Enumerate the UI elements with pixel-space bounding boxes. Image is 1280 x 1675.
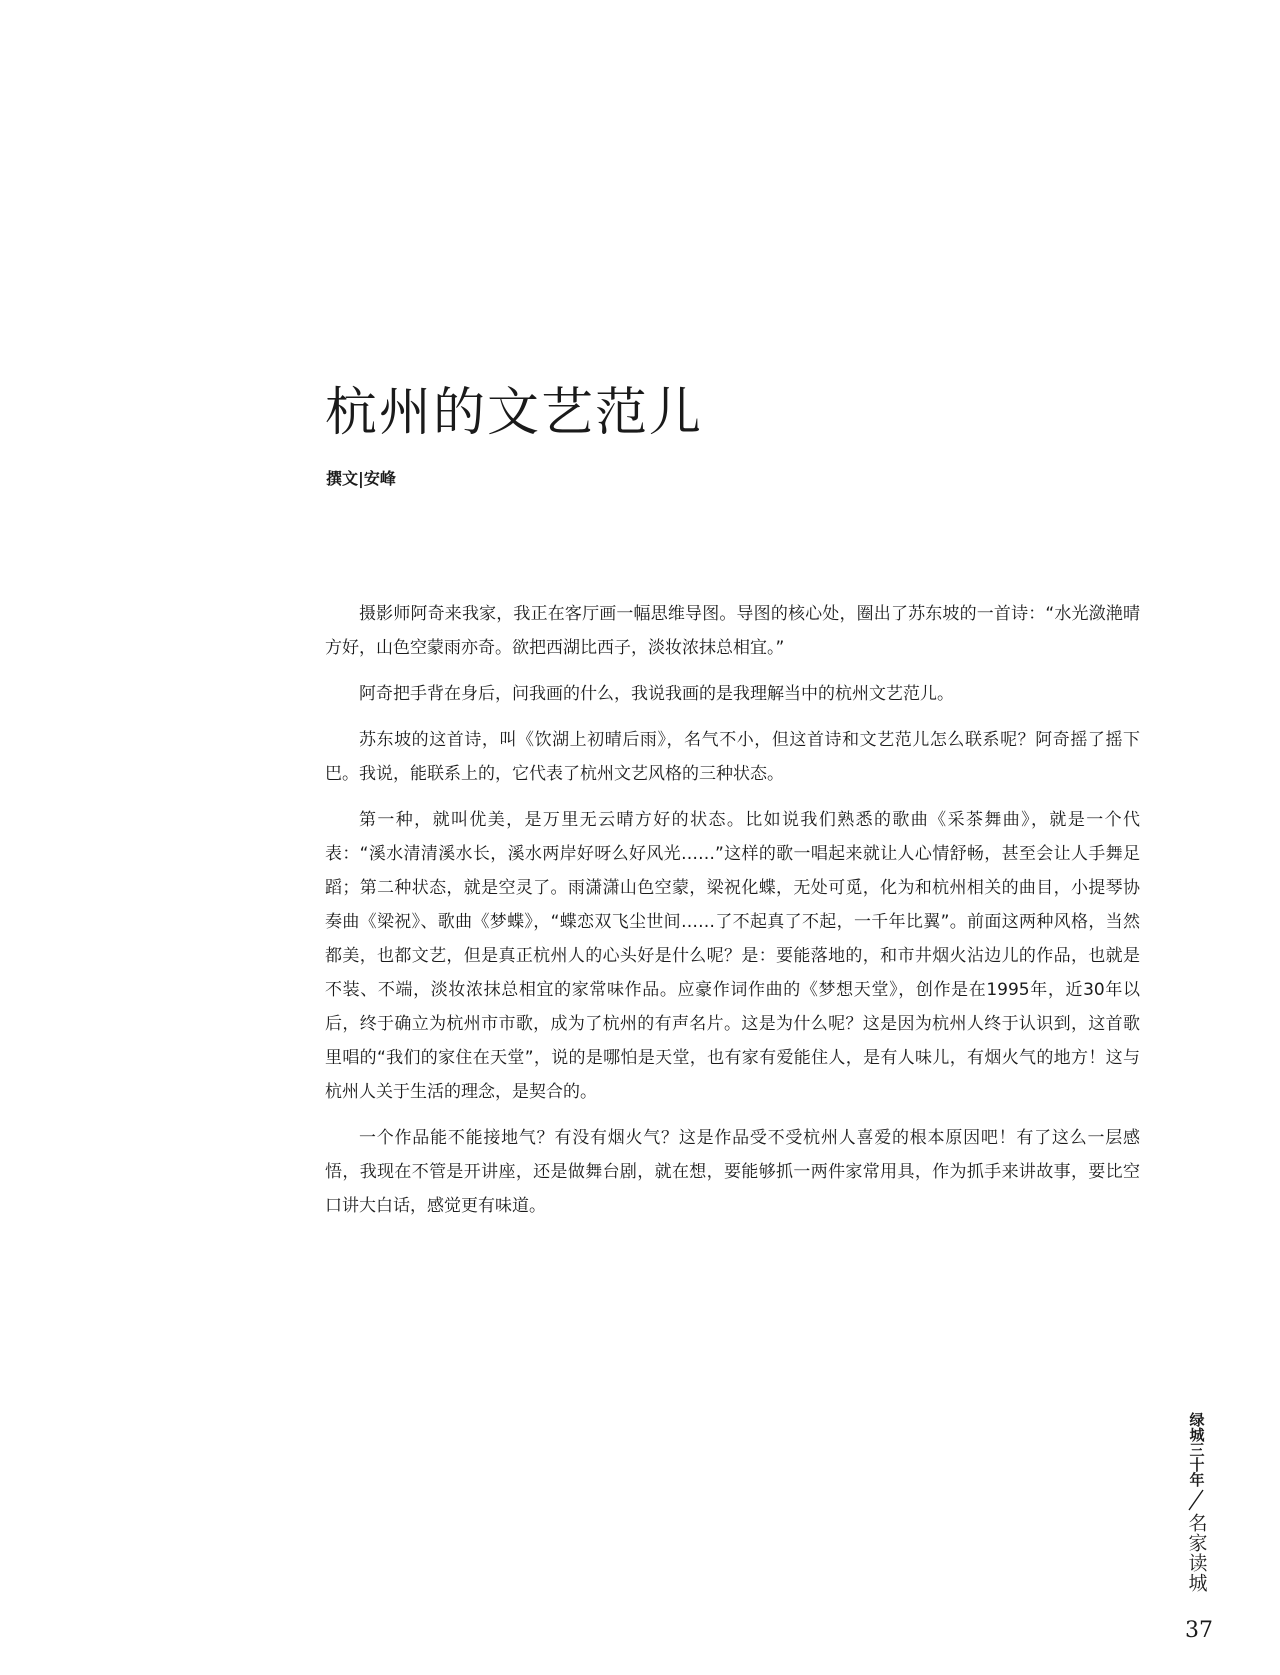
brand-label: 绿城三十年	[1187, 1412, 1206, 1487]
body-paragraph: 苏东坡的这首诗，叫《饮湖上初晴后雨》，名气不小，但这首诗和文艺范儿怎么联系呢？阿奇摇了摇下巴。我说，能联系上的，它代表了杭州文艺风格的三种状态。	[325, 730, 1140, 784]
divider-slash-icon	[1187, 1489, 1205, 1511]
body-paragraph: 摄影师阿奇来我家，我正在客厅画一幅思维导图。导图的核心处，圈出了苏东坡的一首诗：“水光潋滟晴方好，山色空蒙雨亦奇。欲把西湖比西子，淡妆浓抹总相宜。”	[325, 604, 1140, 658]
page-number: 37	[1185, 1618, 1213, 1643]
article-body	[325, 597, 1140, 1235]
article-byline: 撰文|安峰	[326, 469, 396, 488]
section-label	[1183, 1412, 1209, 1593]
body-paragraph: 阿奇把手背在身后，问我画的什么，我说我画的是我理解当中的杭州文艺范儿。	[359, 684, 954, 704]
body-paragraph: 一个作品能不能接地气？有没有烟火气？这是作品受不受杭州人喜爱的根本原因吧！有了这么一层感悟，我现在不管是开讲座，还是做舞台剧，就在想，要能够抓一两件家常用具，作为抓手来讲故事，要比空口讲大白话，感觉更有味道。	[325, 1128, 1140, 1216]
body-paragraph: 第一种，就叫优美，是万里无云晴方好的状态。比如说我们熟悉的歌曲《采茶舞曲》，就是一个代表：“溪水清清溪水长，溪水两岸好呀么好风光……”这样的歌一唱起来就让人心情舒畅，甚至会让人手舞足蹈；第二种状态，就是空灵了。雨潇潇山色空蒙，梁祝化蝶，无处可觅，化为和杭州相关的曲目，小提琴协奏曲《梁祝》、歌曲《梦蝶》，“蝶恋双飞尘世间……了不起真了不起，一千年比翼”。前面这两种风格，当然都美，也都文艺，但是真正杭州人的心头好是什么呢？是：要能落地的，和市井烟火沾边儿的作品，也就是不装、不端，淡妆浓抹总相宜的家常味作品。应豪作词作曲的《梦想天堂》，创作是在1995年，近30年以后，终于确立为杭州市市歌，成为了杭州的有声名片。这是为什么呢？这是因为杭州人终于认识到，这首歌里唱的“我们的家住在天堂”，说的是哪怕是天堂，也有家有爱能住人，是有人味儿，有烟火气的地方！这与杭州人关于生活的理念，是契合的。	[325, 810, 1140, 1102]
column-label: 名家读城	[1185, 1513, 1208, 1593]
article-title: 杭州的文艺范儿	[325, 383, 704, 443]
